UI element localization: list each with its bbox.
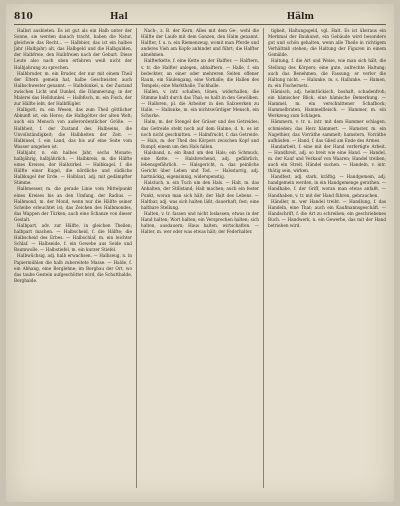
- column-divider: [263, 28, 264, 488]
- text-column-3: [268, 28, 386, 490]
- running-head-right: Hälm: [286, 12, 314, 22]
- header-rule: [14, 24, 386, 25]
- page-number: 810: [14, 12, 33, 22]
- entry-paragraph: Halbjahr, n. ein halbes Jahr, sechs Monate; halbjährig, halbjährlich. — Halbkreis, m. die Hälfte eines Kreises, der Halbzirkel. — Halbkugel, f. die Hälfte einer Kugel, die nördliche und südliche Halbkugel der Erde. — Halblaut, adj. mit gedämpfter Stimme.: [14, 149, 132, 186]
- entry-paragraph: Nach-, z. B. der Kern, Alles mit dem Ge-, wohl die Hälfte der Laufe mit dem Ganzen, den Halm genannt. Halfter, f. u. n. ein Riemenzeug, womit man Pferde und anderes Vieh am Kopfe anbindet und führt; die Halfter abnehmen.: [141, 28, 259, 58]
- entry-paragraph: Hämmern, v. tr. u. intr. mit dem Hammer schlagen, schmieden; das Herz hämmert. — Hamster, m. ein Nagethier, das Vorräthe sammelt; hamstern, Vorräthe aufhäufen. — Hand, f. das Glied am Ende des Armes.: [268, 119, 386, 143]
- running-head-left: Hal: [110, 12, 128, 22]
- entry-paragraph: Halbst ausbieten. Es ist gut als ein Halb unter der Sonne, sie werden danach tracht, haben die Natur, gleichwie das Recht... — Halbbier, das ist ein halbes Jahr (Halbjahr) alt, das Halbgeld und die Halbgulden, der Halbfreie, den Halbfreien nach der Geburt. Diese Leute also nach oben erfahren weiß nicht der Halbjahrung zu sprechen.: [14, 28, 132, 70]
- entry-paragraph: Handarbeit, f. eine mit der Hand verfertigte Arbeit. — Handbreit, adj. so breit wie eine Hand. — Handel, m. der Kauf und Verkauf von Waaren; Handel treiben; auch ein Streit, Händel suchen. — Handeln, v. intr. thätig sein, wirken.: [268, 143, 386, 174]
- entry-paragraph: Hämisch, adj. heimtückisch, boshaft, schadenfroh; ein hämischer Blick, eine hämische Bemerkung. — Hammel, m. ein verschnittener Schafbock; Hammelbraten, Hammelfleisch. — Hammer, m. ein Werkzeug zum Schlagen.: [268, 88, 386, 119]
- entry-paragraph: Halstuch, n. ein Tuch um den Hals. — Halt, m. das Anhalten, der Stillstand; Halt machen; auch ein fester Punkt, woran man sich hält; der Halt des Lebens. — Haltbar, adj. was sich halten läßt, dauerhaft, fest; eine haltbare Stellung.: [141, 180, 259, 210]
- entry-paragraph: Halbwüchsig, adj. halb erwachsen. — Halbzeug, n. in Papiermühlen die halb zubereitete Masse. — Halde, f. ein Abhang, eine Berglehne; im Bergbau der Ort, wo das taube Gestein aufgeschüttet wird, die Schutthalde, Berghalde.: [14, 253, 132, 283]
- entry-paragraph: Halbbruder, m. ein Bruder, der nur mit einem Theil der Eltern gemein hat, halbe Geschwister, auch Halbschwester genannt. — Halbdunkel, n. der Zustand zwischen Licht und Dunkel, die Dämmerung; in der Malerei das Helldunkel. — Halbfisch, m. ein Fisch, der zur Hälfte lebt, der Halbflügler.: [14, 70, 132, 107]
- column-divider: [136, 28, 137, 488]
- entry-paragraph: Halbmesser, m. die gerade Linie vom Mittelpunkt eines Kreises bis an den Umfang, der Radius. — Halbmond, m. der Mond, wenn nur die Hälfte seiner Scheibe erleuchtet ist; das Zeichen des Halbmondes, das Wappen der Türken; auch eine Schanze von dieser Gestalt.: [14, 186, 132, 222]
- entry-paragraph: Halsband, n. ein Band um den Hals; ein Schmuck, eine Kette. — Halsbrechend, adj. gefährlich, lebensgefährlich. — Halsgericht, n. das peinliche Gericht über Leben und Tod. — Halsstarrig, adj. hartnäckig, eigensinnig, widerspenstig.: [141, 149, 259, 180]
- entry-paragraph: Handfest, adj. stark, kräftig. — Handgemein, adj. handgemein werden, in ein Handgemenge gerathen. — Handhabe, f. der Griff, woran man etwas anfaßt. — Handhaben, v. tr. mit der Hand führen, gebrauchen.: [268, 174, 386, 198]
- entry-paragraph: Halm, m. der Stengel der Gräser und des Getreides; das Getreide steht noch auf dem Halme, d. h. es ist noch nicht geschnitten. — Halmfrucht, f. das Getreide. — Hals, m. der Theil des Körpers zwischen Kopf und Rumpf; einem um den Hals fallen.: [141, 119, 259, 149]
- page-header: [14, 10, 386, 24]
- entry-paragraph: Halbpart, adv. zur Hälfte, in gleichen Theilen; halbpart machen. — Halbscheid, f. die Hälfte; die Halbscheid des Erbes. — Halbschlaf, m. ein leichter Schlaf. — Halbseide, f. ein Gewebe aus Seide und Baumwolle. — Halbstiefel, m. ein kurzer Stiefel.: [14, 223, 132, 253]
- entry-paragraph: tigkeit, Haltungsgeld, vgl. Halt. Es ist überaus ein Merkmal der Baukunst, ein Gebäude wird besonders gut und schön gehalten, wenn alle Theile in richtigem Verhältniß stehen; die Haltung der Figuren in einem Gemälde.: [268, 28, 386, 58]
- text-column-1: [14, 28, 132, 490]
- entry-paragraph: Halbgott, m. ein Wesen, das zum Theil göttlicher Abkunft ist, ein Heros; die Halbgötter der alten Welt; auch ein Mensch von außerordentlicher Größe. — Halbheit, f. der Zustand des Halbseins, die Unvollständigkeit; die Halbheiten der Zeit. — Halbinsel, f. ein Land, das bis auf eine Seite vom Wasser umgeben ist.: [14, 107, 132, 149]
- entry-paragraph: Haltung, f. die Art und Weise, wie man sich hält, die Stellung des Körpers; eine gute, aufrechte Haltung; auch das Benehmen, die Fassung; er verlor die Haltung nicht. — Halunke, m. s. Hallunke. — Hamen, m. ein Fischernetz.: [268, 58, 386, 88]
- text-column-2: [141, 28, 259, 490]
- dictionary-page: [6, 4, 394, 502]
- entry-paragraph: Händler, m. wer Handel treibt. — Handlung, f. das Handeln, eine That; auch ein Kaufmannsgeschäft. — Handschrift, f. die Art zu schreiben; ein geschriebenes Buch. — Handwerk, n. ein Gewerbe, das mit der Hand betrieben wird.: [268, 198, 386, 228]
- entry-paragraph: Hallen, v. intr. schallen, tönen, widerhallen; die Stimme hallt durch das Thal; es hallt in den Gewölben. — Halloren, pl. die Arbeiter in den Salzwerken zu Halle. — Hallunke, m. ein nichtswürdiger Mensch, ein Schurke.: [141, 88, 259, 119]
- entry-paragraph: Halten, v. tr. fassen und nicht loslassen; etwas in der Hand halten; Wort halten; ein Versprechen halten; sich halten, ausdauern; Haus halten, wirtschaften. — Halter, m. wer oder was etwas hält; der Federhalter.: [141, 210, 259, 235]
- entry-paragraph: Halfterkette, f. eine Kette an der Halfter. — Halftern, v. tr. die Halfter anlegen, abhalftern. — Halle, f. ein bedeckter, an einer oder mehreren Seiten offener Raum, ein Säulengang, eine Vorhalle; die Hallen des Tempels; eine Markthalle, Tuchhalle.: [141, 58, 259, 88]
